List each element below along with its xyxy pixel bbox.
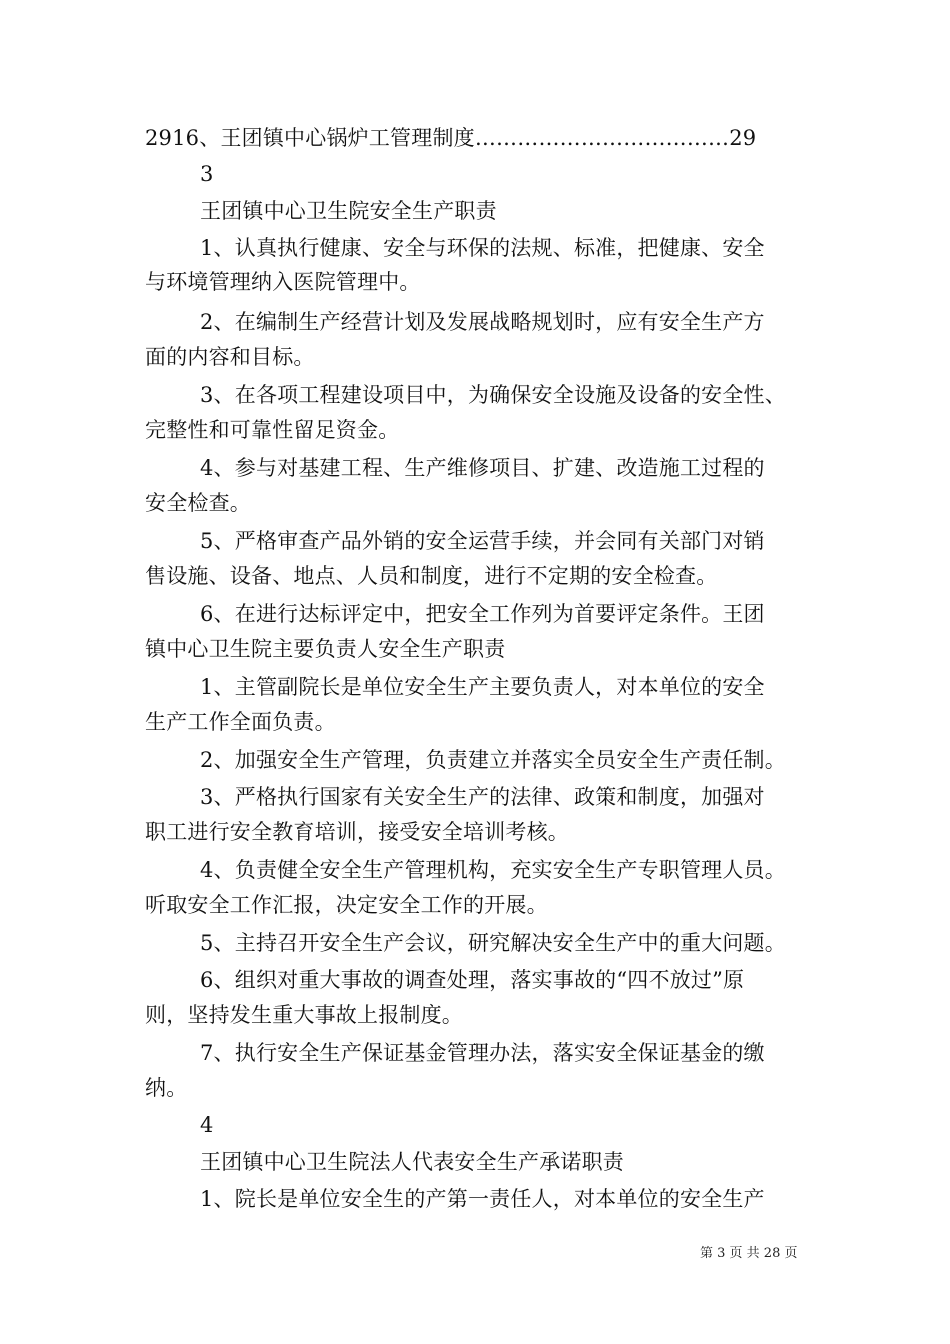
paragraph-line: 3、在各项工程建设项目中，为确保安全设施及设备的安全性、	[200, 383, 786, 407]
paragraph-line: 完整性和可靠性留足资金。	[145, 418, 400, 442]
page-number-footer: 第 3 页 共 28 页	[700, 1246, 798, 1261]
section-title: 王团镇中心卫生院安全生产职责	[200, 199, 497, 223]
paragraph-line: 听取安全工作汇报，决定安全工作的开展。	[145, 893, 548, 917]
paragraph-line: 7、执行安全生产保证基金管理办法，落实安全保证基金的缴	[200, 1041, 765, 1065]
section-number: 3	[200, 162, 214, 186]
paragraph-line: 生产工作全面负责。	[145, 710, 336, 734]
section-number: 4	[200, 1113, 214, 1137]
paragraph-line: 2、在编制生产经营计划及发展战略规划时，应有安全生产方	[200, 310, 765, 334]
toc-entry: 2916、王团镇中心锅炉工管理制度………………………………29	[145, 126, 757, 150]
paragraph-line: 镇中心卫生院主要负责人安全生产职责	[145, 637, 506, 661]
section-title: 王团镇中心卫生院法人代表安全生产承诺职责	[200, 1150, 624, 1174]
paragraph-line: 安全检查。	[145, 491, 251, 515]
paragraph-line: 1、院长是单位安全生的产第一责任人，对本单位的安全生产	[200, 1187, 765, 1211]
paragraph-line: 4、参与对基建工程、生产维修项目、扩建、改造施工过程的	[200, 456, 765, 480]
paragraph-line: 面的内容和目标。	[145, 345, 315, 369]
paragraph-line: 6、组织对重大事故的调查处理，落实事故的“四不放过”原	[200, 968, 745, 992]
paragraph-line: 6、在进行达标评定中，把安全工作列为首要评定条件。王团	[200, 602, 765, 626]
paragraph-line: 4、负责健全安全生产管理机构，充实安全生产专职管理人员。	[200, 858, 786, 882]
paragraph-line: 与环境管理纳入医院管理中。	[145, 270, 421, 294]
paragraph-line: 1、认真执行健康、安全与环保的法规、标准，把健康、安全	[200, 236, 765, 260]
paragraph-line: 5、主持召开安全生产会议，研究解决安全生产中的重大问题。	[200, 931, 786, 955]
paragraph-line: 则，坚持发生重大事故上报制度。	[145, 1003, 463, 1027]
paragraph-line: 纳。	[145, 1076, 188, 1100]
paragraph-line: 5、严格审查产品外销的安全运营手续，并会同有关部门对销	[200, 529, 765, 553]
paragraph-line: 售设施、设备、地点、人员和制度，进行不定期的安全检查。	[145, 564, 718, 588]
paragraph-line: 1、主管副院长是单位安全生产主要负责人，对本单位的安全	[200, 675, 765, 699]
paragraph-line: 职工进行安全教育培训，接受安全培训考核。	[145, 820, 569, 844]
paragraph-line: 2、加强安全生产管理，负责建立并落实全员安全生产责任制。	[200, 748, 786, 772]
paragraph-line: 3、严格执行国家有关安全生产的法律、政策和制度，加强对	[200, 785, 765, 809]
